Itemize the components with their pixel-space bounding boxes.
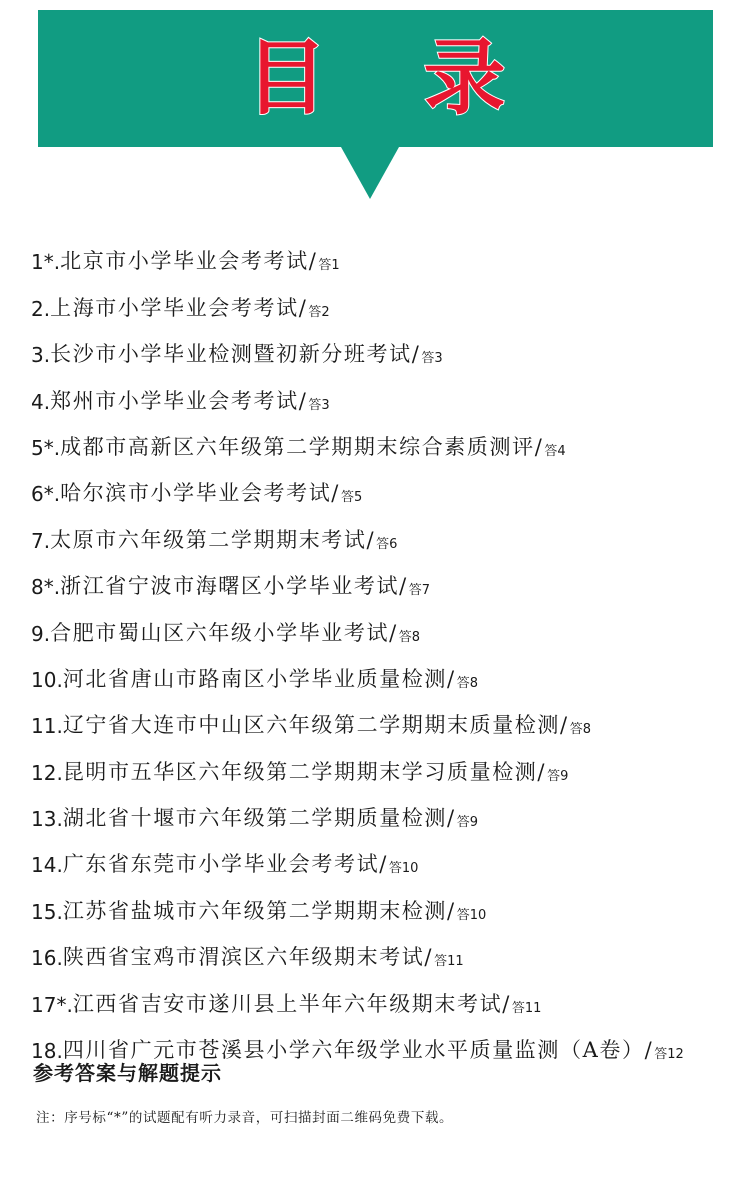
toc-entry-answer-page: 答10 — [388, 861, 419, 877]
toc-entry-title: 太原市六年级第二学期期末考试/ — [50, 527, 376, 552]
toc-entry-answer-page: 答4 — [544, 443, 566, 459]
toc-entry-title: 辽宁省大连市中山区六年级第二学期期末质量检测/ — [62, 713, 569, 738]
toc-entry-number: 16. — [31, 946, 63, 971]
page-title — [38, 10, 713, 147]
toc-entry[interactable] — [31, 968, 731, 1017]
toc-entry-number: 4. — [31, 389, 51, 414]
footnote: 注：序号标“*”的试题配有听力录音，可扫描封面二维码免费下载。 — [36, 1110, 454, 1126]
toc-entry-title: 哈尔滨市小学毕业会考考试/ — [60, 481, 340, 506]
toc-entry-number: 14. — [31, 853, 63, 878]
toc-entry-title: 北京市小学毕业会考考试/ — [60, 249, 318, 274]
toc-entry-number: 18. — [31, 1039, 63, 1064]
toc-entry-title: 江西省吉安市遂川县上半年六年级期末考试/ — [72, 991, 511, 1016]
toc-entry-title: 广东省东莞市小学毕业会考考试/ — [62, 852, 388, 877]
toc-entry-answer-page: 答6 — [376, 536, 398, 552]
toc-entry[interactable] — [31, 597, 731, 646]
toc-entry-title: 湖北省十堰市六年级第二学期质量检测/ — [62, 806, 456, 831]
toc-entry[interactable] — [31, 644, 731, 690]
toc-entry-title: 长沙市小学毕业检测暨初新分班考试/ — [50, 342, 421, 367]
toc-entry-title: 浙江省宁波市海曙区小学毕业考试/ — [60, 574, 408, 599]
toc-entry-title: 成都市高新区六年级第二学期期末综合素质测评/ — [60, 434, 544, 459]
toc-entry-title: 合肥市蜀山区六年级小学毕业考试/ — [50, 620, 398, 645]
page-title-char: 录 — [423, 30, 506, 126]
toc-entry-number: 6*. — [31, 482, 61, 507]
toc-entry-number: 3. — [31, 343, 51, 368]
toc-entry-number: 8*. — [31, 575, 61, 600]
toc-entry[interactable] — [31, 875, 731, 924]
toc-entry-answer-page: 答3 — [308, 397, 330, 413]
toc-entry[interactable] — [31, 736, 731, 785]
toc-entry-answer-page: 答1 — [318, 258, 340, 274]
toc-entry[interactable] — [31, 783, 731, 832]
toc-entry-title: 河北省唐山市路南区小学毕业质量检测/ — [62, 666, 456, 691]
toc-entry-number: 10. — [31, 667, 63, 692]
toc-entry-number: 17*. — [31, 992, 73, 1017]
toc-entry-number: 7. — [31, 528, 51, 553]
toc-entry-title: 陕西省宝鸡市渭滨区六年级期末考试/ — [62, 945, 434, 970]
toc-entry-number: 15. — [31, 899, 63, 924]
toc-entry-answer-page: 答9 — [547, 768, 569, 784]
toc-entry-title: 昆明市五华区六年级第二学期期末学习质量检测/ — [62, 759, 547, 784]
toc-entry[interactable] — [31, 922, 731, 971]
toc-entry-number: 12. — [31, 760, 63, 785]
toc-entry-answer-page: 答9 — [456, 815, 478, 831]
toc-entry-number: 9. — [31, 621, 51, 646]
toc-entry-answer-page: 答5 — [340, 490, 363, 506]
toc-entry-answer-page: 答2 — [308, 304, 330, 320]
toc-entry-title: 郑州市小学毕业会考考试/ — [50, 388, 308, 413]
toc-entry-answer-page: 答12 — [654, 1047, 684, 1063]
toc-entry[interactable] — [31, 458, 731, 507]
toc-entry[interactable] — [31, 551, 731, 600]
toc-entry[interactable] — [31, 504, 731, 553]
toc-entry-number: 13. — [31, 807, 63, 832]
table-of-contents — [31, 226, 731, 1064]
toc-entry-number: 11. — [31, 714, 63, 739]
toc-entry-answer-page: 答3 — [421, 351, 443, 367]
toc-entry-answer-page: 答11 — [511, 1000, 542, 1016]
banner-pointer — [341, 147, 399, 199]
toc-entry-answer-page: 答8 — [456, 675, 478, 691]
toc-entry-title: 四川省广元市苍溪县小学六年级学业水平质量监测（A卷）/ — [62, 1038, 654, 1063]
toc-entry[interactable] — [31, 690, 731, 739]
toc-entry-answer-page: 答7 — [408, 583, 431, 599]
toc-entry[interactable] — [31, 319, 731, 368]
toc-entry-number: 1*. — [31, 250, 61, 275]
toc-entry-answer-page: 答8 — [569, 722, 591, 738]
answers-section-heading[interactable]: 参考答案与解题提示 — [33, 1061, 222, 1085]
toc-entry-answer-page: 答11 — [434, 954, 464, 970]
toc-entry-title: 上海市小学毕业会考考试/ — [50, 295, 308, 320]
toc-entry-answer-page: 答8 — [398, 629, 421, 645]
page-title-char: 目 — [245, 30, 328, 126]
toc-entry[interactable] — [31, 412, 731, 458]
toc-entry[interactable] — [31, 365, 731, 414]
toc-entry[interactable] — [31, 272, 731, 321]
toc-entry[interactable] — [31, 829, 731, 878]
toc-entry[interactable] — [31, 1015, 731, 1064]
toc-entry-answer-page: 答10 — [456, 907, 487, 923]
toc-entry[interactable] — [31, 226, 731, 275]
toc-entry-title: 江苏省盐城市六年级第二学期期末检测/ — [62, 898, 456, 923]
toc-entry-number: 2. — [31, 296, 51, 321]
toc-entry-number: 5*. — [31, 435, 61, 460]
